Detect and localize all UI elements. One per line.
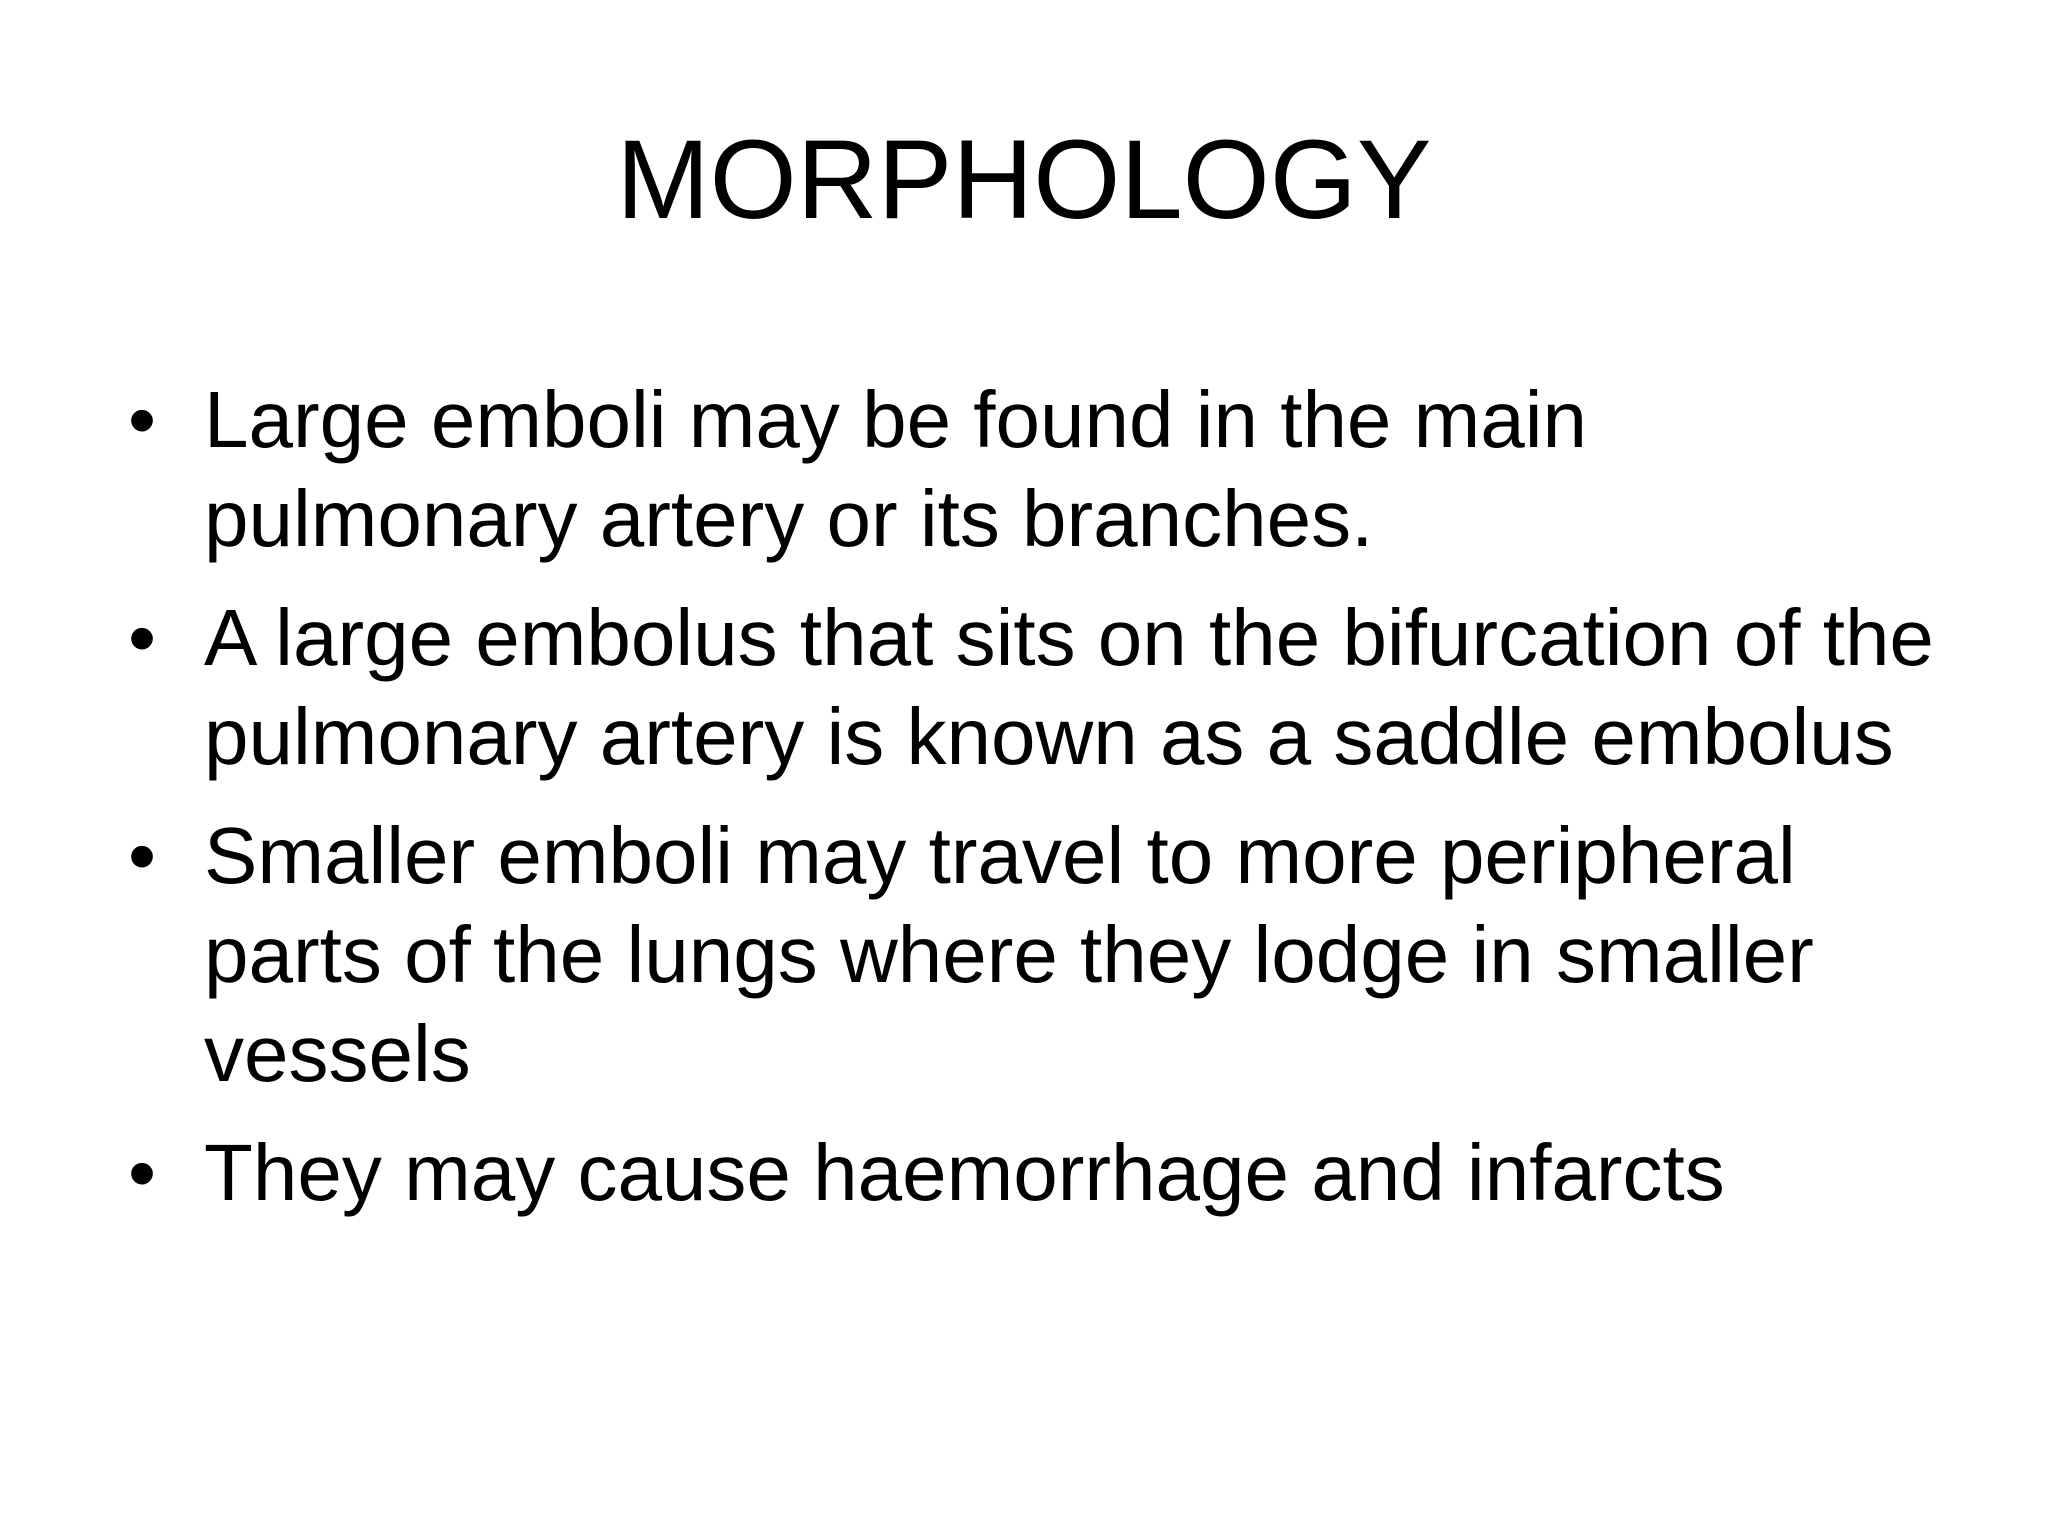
- bullet-text: Smaller emboli may travel to more peripheral parts of the lungs where they lodge in smaller vessels: [204, 811, 1814, 1098]
- bullet-item: [128, 1123, 1968, 1222]
- slide-title: MORPHOLOGY: [616, 117, 1432, 242]
- bullet-dot-icon: •: [128, 593, 157, 682]
- bullet-list: [128, 370, 1968, 1242]
- bullet-text: They may cause haemorrhage and infarcts: [204, 1128, 1725, 1217]
- bullet-item: [128, 588, 1968, 786]
- bullet-item: [128, 806, 1968, 1103]
- bullet-dot-icon: •: [128, 1128, 157, 1217]
- bullet-text: Large emboli may be found in the main pulmonary artery or its branches.: [204, 375, 1588, 563]
- bullet-dot-icon: •: [128, 375, 157, 464]
- bullet-dot-icon: •: [128, 811, 157, 900]
- bullet-text: A large embolus that sits on the bifurcation of the pulmonary artery is known as a saddle embolus: [204, 593, 1934, 781]
- bullet-item: [128, 370, 1968, 568]
